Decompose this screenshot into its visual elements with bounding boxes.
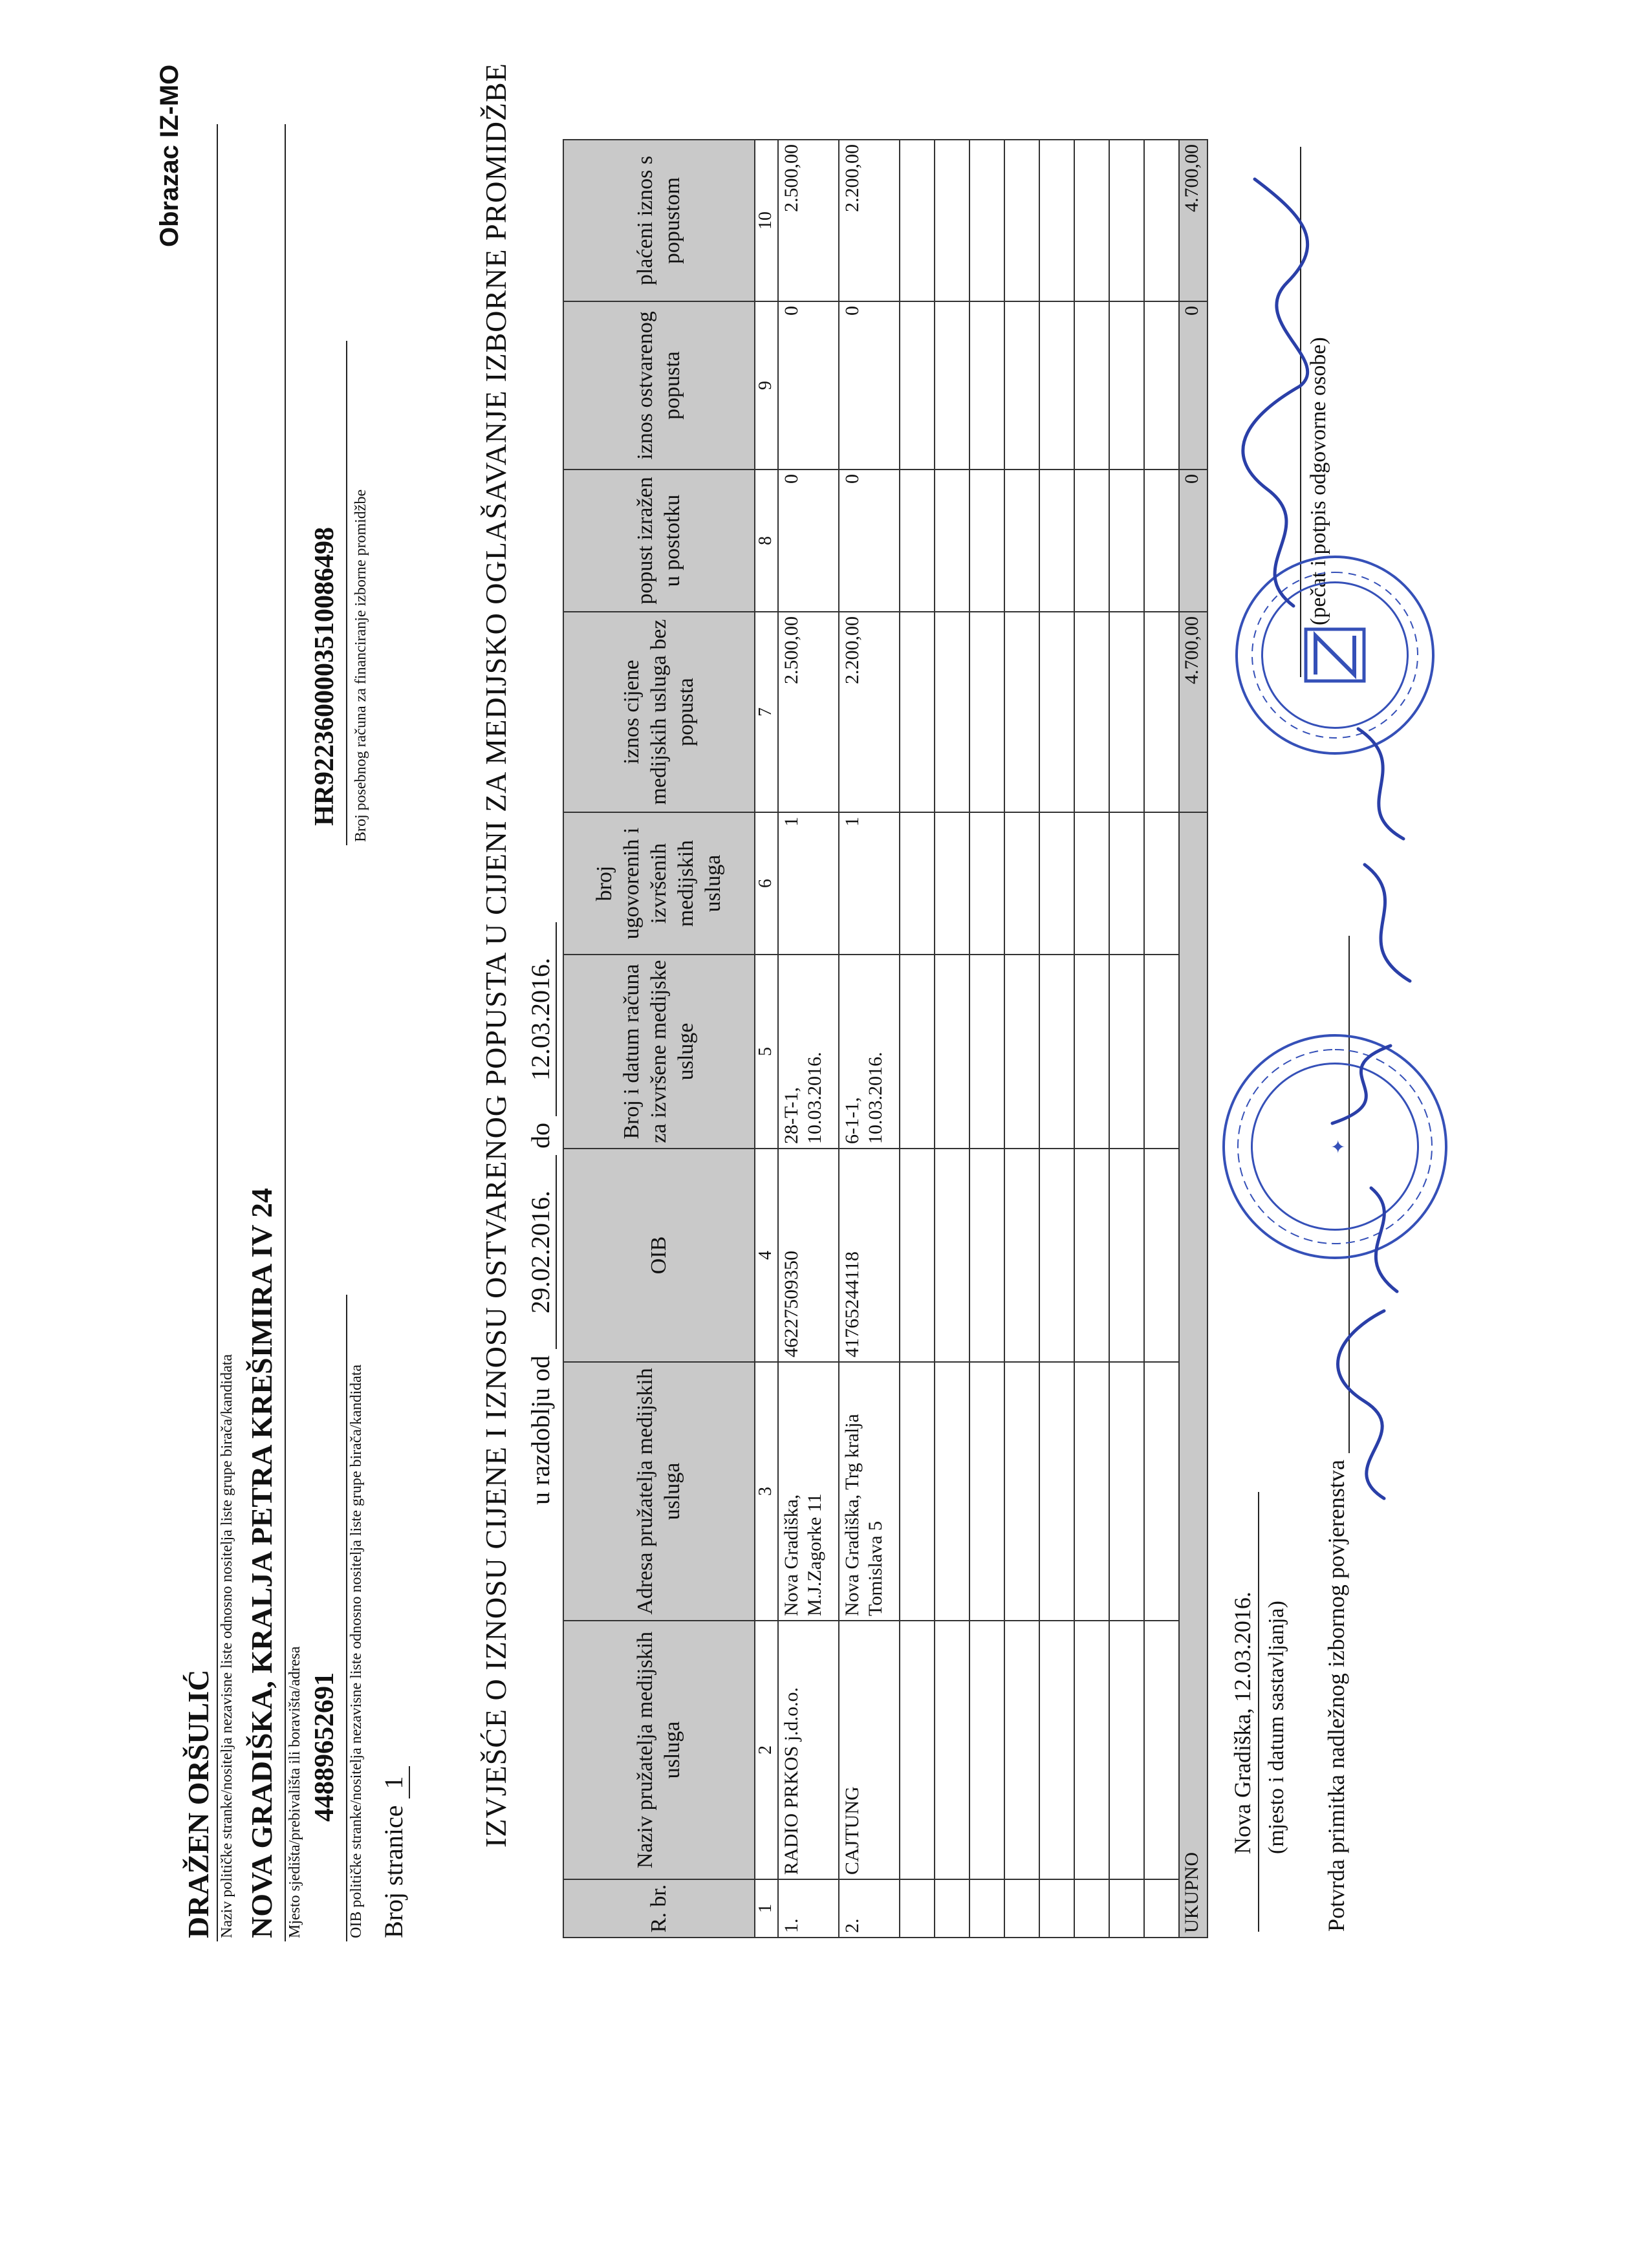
col-number: 3	[755, 1362, 778, 1621]
table-row	[839, 140, 900, 1938]
invoice-line: 10.03.2016.	[865, 1052, 886, 1144]
cell-name: CAJTUNG	[839, 1621, 900, 1879]
cell-address	[839, 1362, 900, 1621]
party-oib-caption: OIB političke stranke/nositelja nezavisne liste odnosno nositelja liste grupe birača/kandidata	[348, 1364, 365, 1938]
header-oib: OIB	[563, 1149, 755, 1362]
cell-invoice	[839, 955, 900, 1149]
header-paid: plaćeni iznos s popustom	[563, 140, 755, 301]
account-caption: Broj posebnog računa za financiranje izborne promidžbe	[352, 489, 369, 842]
total-discount-pct: 0	[1179, 470, 1207, 612]
divider	[346, 1295, 347, 1941]
col-number: 9	[755, 301, 778, 470]
cell-discount-amount: 0	[839, 301, 900, 470]
period-from: 29.02.2016.	[525, 1155, 557, 1349]
cell-oib: 41765244118	[839, 1149, 900, 1362]
party-oib: 44889652691	[310, 1672, 340, 1822]
header-rb: R. br.	[563, 1879, 755, 1938]
col-number: 7	[755, 612, 778, 812]
cell-rb: 1.	[778, 1879, 839, 1938]
header-address: Adresa pružatelja medijskih usluga	[563, 1362, 755, 1621]
party-name-caption: Naziv političke stranke/nositelja nezavisne liste odnosno nositelja liste grupe birača/kandidata	[219, 1354, 235, 1938]
col-number: 4	[755, 1149, 778, 1362]
header-discount-amount: iznos ostvarenog popusta	[563, 301, 755, 470]
party-address: NOVA GRADIŠKA, KRALJA PETRA KREŠIMIRA IV 24	[245, 1187, 278, 1938]
form-code: Obrazac IZ-MO	[155, 64, 184, 247]
empty-row	[1074, 140, 1109, 1938]
party-address-caption: Mjesto sjedišta/prebivališta ili boravišta/adresa	[287, 1646, 303, 1938]
header-price: iznos cijene medijskih usluga bez popusta	[563, 612, 755, 812]
divider	[217, 124, 218, 1941]
divider	[1258, 1492, 1259, 1932]
period-mid: do	[526, 1122, 555, 1149]
total-discount-amount: 0	[1179, 301, 1207, 470]
invoice-line: 28-T-1,	[781, 1086, 802, 1144]
divider	[285, 124, 286, 1941]
empty-row	[1109, 140, 1144, 1938]
cell-paid: 2.200,00	[839, 140, 900, 301]
account-iban: HR9223600003510086498	[310, 527, 340, 826]
page-number: 1	[378, 1767, 410, 1799]
invoice-line: 10.03.2016.	[804, 1052, 825, 1144]
address-line: M.J.Zagorke 11	[804, 1493, 825, 1616]
cell-name: RADIO PRKOS j.d.o.o.	[778, 1621, 839, 1879]
cell-count: 1	[778, 812, 839, 955]
page-label: Broj stranice	[379, 1805, 408, 1938]
column-number-row	[755, 140, 778, 1938]
total-row	[1179, 140, 1207, 1938]
divider	[346, 341, 347, 845]
empty-row	[1004, 140, 1039, 1938]
table-header-row	[563, 140, 755, 1938]
period-prefix: u razdoblju od	[526, 1355, 555, 1505]
cell-discount-pct: 0	[778, 470, 839, 612]
cell-paid: 2.500,00	[778, 140, 839, 301]
receipt-label: Potvrda primitka nadležnog izbornog povjerenstva	[1323, 1460, 1349, 1932]
report-title: IZVJEŠĆE O IZNOSU CIJENE I IZNOSU OSTVARENOG POPUSTA U CIJENI ZA MEDIJSKO OGLAŠAVANJE IZBORNE PROMIDŽBE	[479, 63, 512, 1848]
empty-row	[969, 140, 1004, 1938]
report-period	[525, 922, 557, 1505]
header-name: Naziv pružatelja medijskih usluga	[563, 1621, 755, 1879]
cell-price: 2.500,00	[778, 612, 839, 812]
address-line: Nova Gradiška,	[781, 1494, 802, 1616]
col-number: 1	[755, 1879, 778, 1938]
cell-price: 2.200,00	[839, 612, 900, 812]
responsible-signature-icon	[1229, 166, 1332, 619]
period-to: 12.03.2016.	[525, 922, 557, 1116]
empty-row	[1039, 140, 1074, 1938]
report-table	[563, 139, 1208, 1938]
empty-row	[900, 140, 935, 1938]
invoice-line: 6-1-1,	[841, 1097, 863, 1144]
cell-rb: 2.	[839, 1879, 900, 1938]
cell-oib: 46227509350	[778, 1149, 839, 1362]
svg-text:✦: ✦	[1328, 1139, 1348, 1154]
address-line: Nova Gradiška, Trg kralja	[841, 1414, 863, 1616]
table-row	[778, 140, 839, 1938]
total-price: 4.700,00	[1179, 612, 1207, 812]
place-date: Nova Gradiška, 12.03.2016.	[1229, 1592, 1255, 1854]
empty-row	[935, 140, 969, 1938]
col-number: 8	[755, 470, 778, 612]
col-number: 6	[755, 812, 778, 955]
total-paid: 4.700,00	[1179, 140, 1207, 301]
cell-invoice	[778, 955, 839, 1149]
cell-address	[778, 1362, 839, 1621]
place-date-caption: (mjesto i datum sastavljanja)	[1264, 1601, 1288, 1854]
header-discount-pct: popust izražen u postotku	[563, 470, 755, 612]
address-line: Tomislava 5	[865, 1520, 886, 1616]
header-invoice: Broj i datum računa za izvršene medijske usluge	[563, 955, 755, 1149]
col-number: 10	[755, 140, 778, 301]
stamp-caption: (pečat i potpis odgovorne osobe)	[1306, 337, 1330, 625]
cell-count: 1	[839, 812, 900, 955]
cell-discount-amount: 0	[778, 301, 839, 470]
handwritten-signature-icon	[1306, 619, 1449, 1524]
col-number: 2	[755, 1621, 778, 1879]
cell-discount-pct: 0	[839, 470, 900, 612]
empty-row	[1144, 140, 1179, 1938]
col-number: 5	[755, 955, 778, 1149]
page-number-line	[378, 1767, 410, 1939]
total-label: UKUPNO	[1179, 812, 1207, 1938]
party-name: DRAŽEN ORŠULIĆ	[182, 1669, 215, 1938]
header-count: broj ugovorenih i izvršenih medijskih usluga	[563, 812, 755, 955]
